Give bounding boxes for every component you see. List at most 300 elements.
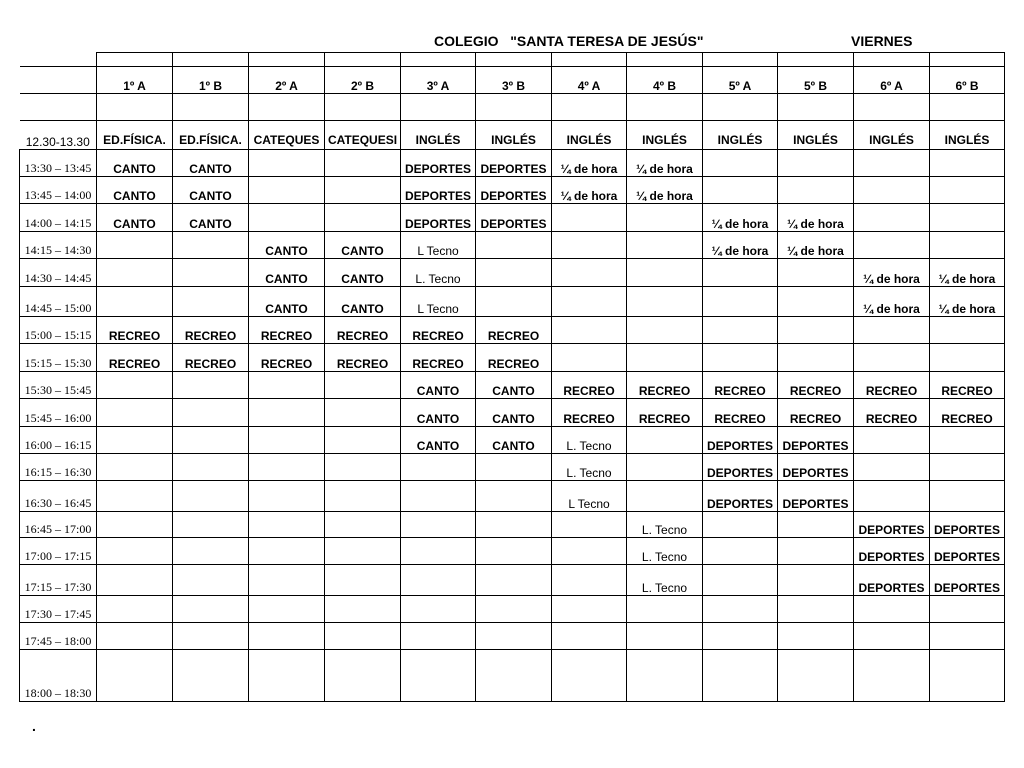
empty-cell	[854, 177, 930, 204]
header-blank-row	[20, 94, 1005, 121]
schedule-cell: ¼ de hora	[703, 232, 778, 259]
blank-cell	[778, 94, 854, 121]
column-header: 2º A	[249, 67, 325, 94]
empty-cell	[703, 317, 778, 344]
time-slot: 15:15 – 15:30	[20, 344, 97, 372]
time-slot: 16:30 – 16:45	[20, 481, 97, 512]
empty-cell	[249, 454, 325, 481]
time-slot: 15:00 – 15:15	[20, 317, 97, 344]
footer-mark: .	[32, 718, 36, 734]
empty-cell	[703, 650, 778, 702]
empty-cell	[854, 650, 930, 702]
time-slot: 14:30 – 14:45	[20, 259, 97, 287]
empty-cell	[930, 623, 1005, 650]
column-header: 1º A	[97, 67, 173, 94]
time-slot: 17:45 – 18:00	[20, 623, 97, 650]
schedule-cell: L Tecno	[552, 481, 627, 512]
schedule-cell: CANTO	[97, 204, 173, 232]
blank-cell	[97, 94, 173, 121]
blank-cell	[778, 53, 854, 67]
empty-cell	[552, 512, 627, 538]
schedule-row	[20, 565, 1005, 596]
empty-cell	[930, 150, 1005, 177]
empty-cell	[249, 150, 325, 177]
empty-cell	[476, 287, 552, 317]
time-slot: 16:45 – 17:00	[20, 512, 97, 538]
schedule-row	[20, 177, 1005, 204]
schedule-row	[20, 259, 1005, 287]
schedule-cell: RECREO	[703, 372, 778, 399]
empty-cell	[249, 565, 325, 596]
schedule-cell: DEPORTES	[854, 565, 930, 596]
schedule-cell: INGLÉS	[476, 121, 552, 150]
schedule-cell: CANTO	[249, 232, 325, 259]
schedule-cell: RECREO	[97, 344, 173, 372]
schedule-cell: RECREO	[930, 399, 1005, 427]
empty-cell	[325, 399, 401, 427]
schedule-cell: ¼ de hora	[627, 177, 703, 204]
empty-cell	[325, 454, 401, 481]
empty-cell	[627, 287, 703, 317]
schedule-cell: RECREO	[325, 317, 401, 344]
schedule-cell: CANTO	[401, 399, 476, 427]
blank-cell	[552, 53, 627, 67]
empty-cell	[552, 565, 627, 596]
empty-cell	[249, 512, 325, 538]
schedule-row	[20, 317, 1005, 344]
time-slot: 13:30 – 13:45	[20, 150, 97, 177]
empty-cell	[778, 317, 854, 344]
empty-cell	[854, 317, 930, 344]
empty-cell	[97, 454, 173, 481]
schedule-cell: DEPORTES	[476, 150, 552, 177]
empty-cell	[97, 232, 173, 259]
empty-cell	[476, 259, 552, 287]
empty-cell	[97, 399, 173, 427]
empty-cell	[249, 623, 325, 650]
schedule-cell: INGLÉS	[930, 121, 1005, 150]
empty-cell	[249, 596, 325, 623]
empty-cell	[249, 399, 325, 427]
empty-cell	[173, 287, 249, 317]
empty-cell	[97, 372, 173, 399]
time-slot: 12.30-13.30	[20, 121, 97, 150]
empty-cell	[778, 650, 854, 702]
schedule-row	[20, 596, 1005, 623]
time-slot: 13:45 – 14:00	[20, 177, 97, 204]
empty-cell	[173, 565, 249, 596]
schedule-cell: ¼ de hora	[703, 204, 778, 232]
time-slot: 15:30 – 15:45	[20, 372, 97, 399]
schedule-cell: L. Tecno	[627, 565, 703, 596]
empty-cell	[552, 650, 627, 702]
blank-cell	[249, 53, 325, 67]
schedule-cell: ¼ de hora	[627, 150, 703, 177]
schedule-cell: INGLÉS	[854, 121, 930, 150]
empty-cell	[476, 232, 552, 259]
empty-cell	[249, 372, 325, 399]
empty-cell	[930, 427, 1005, 454]
empty-cell	[552, 204, 627, 232]
blank-cell	[476, 94, 552, 121]
schedule-cell: ¼ de hora	[552, 177, 627, 204]
schedule-cell: RECREO	[401, 317, 476, 344]
time-slot: 14:15 – 14:30	[20, 232, 97, 259]
schedule-cell: ED.FÍSICA.	[97, 121, 173, 150]
empty-cell	[703, 259, 778, 287]
empty-cell	[703, 623, 778, 650]
blank-cell	[173, 53, 249, 67]
empty-cell	[325, 150, 401, 177]
schedule-cell: DEPORTES	[703, 454, 778, 481]
schedule-cell: CANTO	[173, 177, 249, 204]
schedule-cell: DEPORTES	[401, 150, 476, 177]
empty-cell	[173, 372, 249, 399]
time-slot: 17:00 – 17:15	[20, 538, 97, 565]
empty-cell	[97, 650, 173, 702]
empty-cell	[703, 287, 778, 317]
empty-cell	[854, 150, 930, 177]
blank-cell	[627, 94, 703, 121]
empty-cell	[173, 596, 249, 623]
corner-cell	[20, 53, 97, 67]
schedule-cell: INGLÉS	[401, 121, 476, 150]
corner-cell	[20, 67, 97, 94]
empty-cell	[930, 481, 1005, 512]
empty-cell	[325, 650, 401, 702]
blank-cell	[703, 94, 778, 121]
empty-cell	[627, 454, 703, 481]
empty-cell	[778, 259, 854, 287]
empty-cell	[401, 481, 476, 512]
empty-cell	[854, 454, 930, 481]
schedule-cell: DEPORTES	[930, 565, 1005, 596]
empty-cell	[854, 344, 930, 372]
empty-cell	[476, 454, 552, 481]
schedule-cell: DEPORTES	[476, 177, 552, 204]
schedule-row	[20, 372, 1005, 399]
schedule-cell: L Tecno	[401, 287, 476, 317]
empty-cell	[401, 650, 476, 702]
empty-cell	[325, 538, 401, 565]
empty-cell	[552, 232, 627, 259]
schedule-cell: DEPORTES	[401, 204, 476, 232]
empty-cell	[930, 344, 1005, 372]
time-slot: 17:15 – 17:30	[20, 565, 97, 596]
empty-cell	[173, 623, 249, 650]
empty-cell	[325, 481, 401, 512]
empty-cell	[552, 344, 627, 372]
schedule-cell: L. Tecno	[401, 259, 476, 287]
schedule-cell: ¼ de hora	[854, 259, 930, 287]
blank-cell	[476, 53, 552, 67]
empty-cell	[401, 565, 476, 596]
schedule-cell: RECREO	[854, 372, 930, 399]
schedule-cell: CATEQUES	[249, 121, 325, 150]
schedule-cell: DEPORTES	[854, 512, 930, 538]
empty-cell	[854, 481, 930, 512]
schedule-cell: RECREO	[476, 317, 552, 344]
column-header: 2º B	[325, 67, 401, 94]
empty-cell	[97, 596, 173, 623]
blank-cell	[930, 53, 1005, 67]
empty-cell	[476, 512, 552, 538]
empty-cell	[249, 177, 325, 204]
schedule-row	[20, 427, 1005, 454]
schedule-row	[20, 399, 1005, 427]
empty-cell	[325, 177, 401, 204]
schedule-row	[20, 344, 1005, 372]
schedule-cell: RECREO	[173, 317, 249, 344]
schedule-cell: DEPORTES	[703, 481, 778, 512]
schedule-cell: RECREO	[173, 344, 249, 372]
schedule-cell: ¼ de hora	[930, 259, 1005, 287]
schedule-cell: RECREO	[552, 372, 627, 399]
schedule-cell: CANTO	[325, 287, 401, 317]
schedule-row	[20, 623, 1005, 650]
empty-cell	[703, 177, 778, 204]
empty-cell	[627, 481, 703, 512]
empty-cell	[173, 454, 249, 481]
schedule-row	[20, 538, 1005, 565]
schedule-cell: ¼ de hora	[778, 204, 854, 232]
column-header: 1º B	[173, 67, 249, 94]
empty-cell	[930, 204, 1005, 232]
empty-cell	[173, 538, 249, 565]
empty-cell	[173, 512, 249, 538]
empty-cell	[249, 204, 325, 232]
schedule-table	[19, 52, 1005, 702]
blank-cell	[627, 53, 703, 67]
schedule-cell: RECREO	[703, 399, 778, 427]
empty-cell	[401, 512, 476, 538]
schedule-cell: DEPORTES	[703, 427, 778, 454]
empty-cell	[97, 287, 173, 317]
schedule-cell: ¼ de hora	[552, 150, 627, 177]
empty-cell	[930, 454, 1005, 481]
empty-cell	[778, 565, 854, 596]
schedule-cell: DEPORTES	[476, 204, 552, 232]
empty-cell	[173, 650, 249, 702]
corner-cell	[20, 94, 97, 121]
empty-cell	[325, 596, 401, 623]
column-header: 3º A	[401, 67, 476, 94]
empty-cell	[778, 538, 854, 565]
blank-cell	[325, 94, 401, 121]
empty-cell	[325, 204, 401, 232]
schedule-cell: CANTO	[325, 259, 401, 287]
empty-cell	[97, 623, 173, 650]
empty-cell	[854, 623, 930, 650]
empty-cell	[476, 650, 552, 702]
schedule-cell: RECREO	[325, 344, 401, 372]
empty-cell	[173, 232, 249, 259]
column-header: 6º B	[930, 67, 1005, 94]
empty-cell	[854, 596, 930, 623]
empty-cell	[930, 596, 1005, 623]
blank-cell	[401, 53, 476, 67]
schedule-row	[20, 454, 1005, 481]
schedule-cell: DEPORTES	[930, 538, 1005, 565]
empty-cell	[627, 317, 703, 344]
schedule-cell: RECREO	[552, 399, 627, 427]
empty-cell	[703, 344, 778, 372]
day-label: VIERNES	[851, 33, 913, 49]
empty-cell	[778, 512, 854, 538]
schedule-row	[20, 121, 1005, 150]
schedule-cell: CATEQUESI	[325, 121, 401, 150]
column-header: 3º B	[476, 67, 552, 94]
empty-cell	[627, 623, 703, 650]
schedule-cell: INGLÉS	[778, 121, 854, 150]
empty-cell	[476, 481, 552, 512]
empty-cell	[930, 650, 1005, 702]
time-slot: 16:15 – 16:30	[20, 454, 97, 481]
schedule-cell: RECREO	[627, 372, 703, 399]
column-header: 5º A	[703, 67, 778, 94]
schedule-cell: CANTO	[401, 427, 476, 454]
schedule-cell: INGLÉS	[703, 121, 778, 150]
empty-cell	[173, 481, 249, 512]
empty-cell	[778, 623, 854, 650]
empty-cell	[703, 538, 778, 565]
empty-cell	[854, 232, 930, 259]
empty-cell	[476, 565, 552, 596]
schedule-cell: ¼ de hora	[854, 287, 930, 317]
schedule-cell: CANTO	[401, 372, 476, 399]
empty-cell	[854, 204, 930, 232]
empty-cell	[703, 512, 778, 538]
schedule-cell: RECREO	[249, 317, 325, 344]
time-slot: 14:00 – 14:15	[20, 204, 97, 232]
empty-cell	[249, 650, 325, 702]
school-title: COLEGIO "SANTA TERESA DE JESÚS"	[434, 33, 704, 49]
schedule-cell: INGLÉS	[552, 121, 627, 150]
empty-cell	[930, 232, 1005, 259]
schedule-cell: RECREO	[854, 399, 930, 427]
empty-cell	[249, 481, 325, 512]
column-header: 6º A	[854, 67, 930, 94]
schedule-cell: DEPORTES	[778, 454, 854, 481]
schedule-cell: CANTO	[325, 232, 401, 259]
schedule-cell: CANTO	[97, 177, 173, 204]
time-slot: 18:00 – 18:30	[20, 650, 97, 702]
schedule-cell: RECREO	[401, 344, 476, 372]
empty-cell	[173, 259, 249, 287]
blank-cell	[854, 53, 930, 67]
empty-cell	[476, 596, 552, 623]
empty-cell	[325, 512, 401, 538]
time-slot: 17:30 – 17:45	[20, 596, 97, 623]
column-header: 5º B	[778, 67, 854, 94]
empty-cell	[325, 372, 401, 399]
empty-cell	[401, 454, 476, 481]
empty-cell	[401, 538, 476, 565]
empty-cell	[552, 317, 627, 344]
schedule-row	[20, 150, 1005, 177]
empty-cell	[627, 204, 703, 232]
empty-cell	[325, 427, 401, 454]
schedule-row	[20, 287, 1005, 317]
empty-cell	[778, 150, 854, 177]
empty-cell	[401, 596, 476, 623]
empty-cell	[401, 623, 476, 650]
empty-cell	[627, 650, 703, 702]
schedule-cell: CANTO	[249, 287, 325, 317]
time-slot: 14:45 – 15:00	[20, 287, 97, 317]
schedule-cell: CANTO	[249, 259, 325, 287]
schedule-cell: CANTO	[476, 399, 552, 427]
schedule-row	[20, 650, 1005, 702]
schedule-row	[20, 481, 1005, 512]
schedule-cell: DEPORTES	[854, 538, 930, 565]
empty-cell	[325, 623, 401, 650]
empty-cell	[703, 565, 778, 596]
schedule-cell: L Tecno	[401, 232, 476, 259]
schedule-cell: L. Tecno	[627, 512, 703, 538]
empty-cell	[930, 177, 1005, 204]
schedule-cell: L. Tecno	[552, 454, 627, 481]
blank-cell	[703, 53, 778, 67]
empty-cell	[476, 623, 552, 650]
schedule-cell: ED.FÍSICA.	[173, 121, 249, 150]
empty-cell	[552, 538, 627, 565]
schedule-row	[20, 204, 1005, 232]
empty-cell	[249, 538, 325, 565]
schedule-cell: ¼ de hora	[778, 232, 854, 259]
empty-cell	[476, 538, 552, 565]
empty-cell	[249, 427, 325, 454]
empty-cell	[97, 565, 173, 596]
empty-cell	[173, 399, 249, 427]
empty-cell	[552, 259, 627, 287]
empty-cell	[778, 177, 854, 204]
empty-cell	[97, 512, 173, 538]
schedule-cell: RECREO	[627, 399, 703, 427]
schedule-cell: L. Tecno	[627, 538, 703, 565]
empty-cell	[930, 317, 1005, 344]
empty-cell	[778, 344, 854, 372]
column-header-row	[20, 67, 1005, 94]
blank-cell	[97, 53, 173, 67]
schedule-cell: CANTO	[173, 150, 249, 177]
schedule-cell: DEPORTES	[778, 481, 854, 512]
schedule-row	[20, 232, 1005, 259]
blank-cell	[552, 94, 627, 121]
schedule-cell: RECREO	[476, 344, 552, 372]
schedule-cell: RECREO	[97, 317, 173, 344]
column-header: 4º A	[552, 67, 627, 94]
column-header: 4º B	[627, 67, 703, 94]
schedule-row	[20, 512, 1005, 538]
schedule-cell: DEPORTES	[778, 427, 854, 454]
schedule-cell: L. Tecno	[552, 427, 627, 454]
empty-cell	[703, 150, 778, 177]
empty-cell	[854, 427, 930, 454]
schedule-cell: RECREO	[778, 399, 854, 427]
empty-cell	[552, 596, 627, 623]
empty-cell	[627, 232, 703, 259]
time-slot: 16:00 – 16:15	[20, 427, 97, 454]
empty-cell	[97, 259, 173, 287]
empty-cell	[627, 427, 703, 454]
empty-cell	[97, 481, 173, 512]
schedule-cell: CANTO	[173, 204, 249, 232]
empty-cell	[778, 596, 854, 623]
schedule-cell: INGLÉS	[627, 121, 703, 150]
empty-cell	[552, 623, 627, 650]
schedule-cell: RECREO	[249, 344, 325, 372]
